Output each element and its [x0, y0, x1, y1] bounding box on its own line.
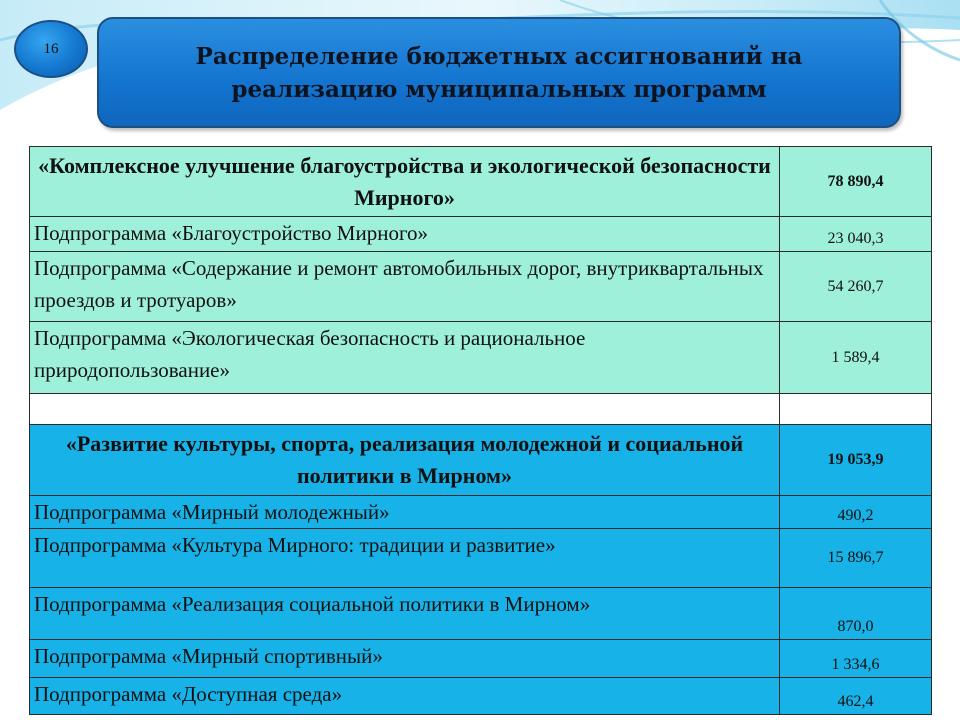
- subprogram-name: Подпрограмма «Доступная среда»: [30, 678, 780, 715]
- subprogram-amount: 490,2: [780, 496, 932, 529]
- subprogram-row: [30, 678, 932, 715]
- subprogram-name: Подпрограмма «Экологическая безопасность и рациональное природопользование»: [30, 322, 780, 394]
- subprogram-amount: 462,4: [780, 678, 932, 715]
- spacer-cell: [780, 394, 932, 425]
- program-name: «Развитие культуры, спорта, реализация молодежной и социальной политики в Мирном»: [30, 425, 780, 496]
- subprogram-amount: 23 040,3: [780, 217, 932, 252]
- spacer-row: [30, 394, 932, 425]
- page-number-badge: [14, 20, 88, 78]
- subprogram-name: Подпрограмма «Мирный молодежный»: [30, 496, 780, 529]
- program-row: [30, 425, 932, 496]
- program-amount: 19 053,9: [780, 425, 932, 496]
- subprogram-amount: 54 260,7: [780, 252, 932, 322]
- program-name: «Комплексное улучшение благоустройства и экологической безопасности Мирного»: [30, 147, 780, 217]
- spacer-cell: [30, 394, 780, 425]
- subprogram-row: [30, 496, 932, 529]
- subprogram-row: [30, 640, 932, 678]
- page-number: 16: [43, 40, 59, 57]
- subprogram-name: Подпрограмма «Реализация социальной политики в Мирном»: [30, 588, 780, 640]
- subprogram-row: [30, 252, 932, 322]
- subprogram-row: [30, 322, 932, 394]
- subprogram-amount: 1 334,6: [780, 640, 932, 678]
- subprogram-row: [30, 529, 932, 588]
- slide-title: Распределение бюджетных ассигнований на реализацию муниципальных программ: [195, 42, 803, 103]
- program-row: [30, 147, 932, 217]
- subprogram-row: [30, 217, 932, 252]
- subprogram-amount: 870,0: [780, 588, 932, 640]
- subprogram-name: Подпрограмма «Культура Мирного: традиции и развитие»: [30, 529, 780, 588]
- subprogram-amount: 15 896,7: [780, 529, 932, 588]
- subprogram-name: Подпрограмма «Содержание и ремонт автомобильных дорог, внутриквартальных проездов и тротуаров»: [30, 252, 780, 322]
- subprogram-name: Подпрограмма «Мирный спортивный»: [30, 640, 780, 678]
- title-banner: [97, 17, 901, 128]
- subprogram-name: Подпрограмма «Благоустройство Мирного»: [30, 217, 780, 252]
- program-amount: 78 890,4: [780, 147, 932, 217]
- budget-table: [29, 146, 932, 715]
- subprogram-amount: 1 589,4: [780, 322, 932, 394]
- subprogram-row: [30, 588, 932, 640]
